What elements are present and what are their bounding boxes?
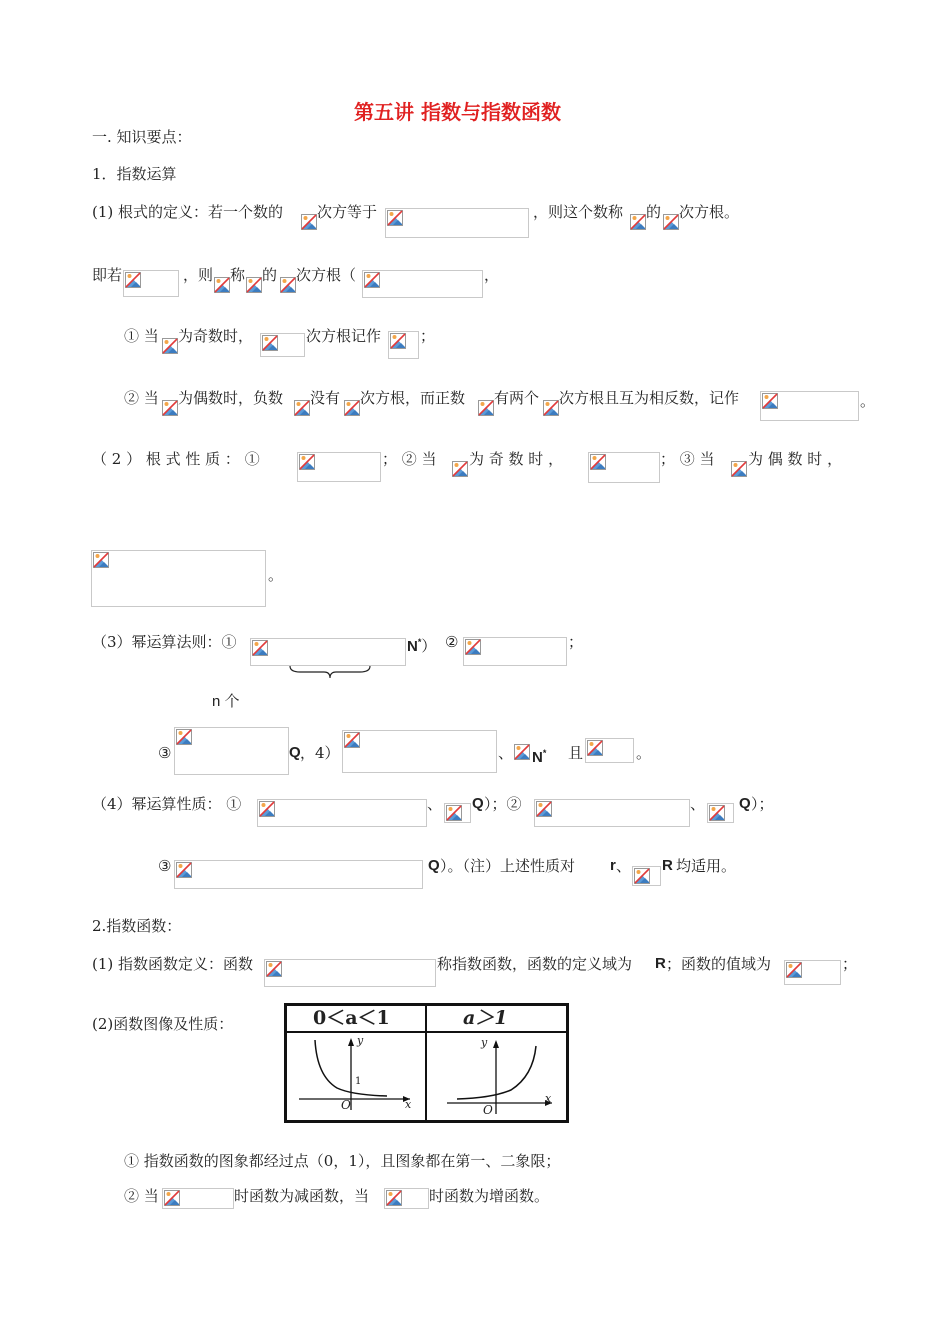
formula-image (707, 803, 734, 823)
text: （4）幂运算性质： ① (92, 795, 242, 813)
text: ② 当 (124, 1187, 159, 1205)
text: R (662, 857, 673, 874)
section-heading-knowledge: 一. 知识要点： (92, 128, 192, 146)
text: 称指数函数，函数的定义域为 (437, 955, 633, 973)
broken-image-icon (301, 214, 317, 230)
formula-image (91, 550, 266, 607)
formula-image (264, 959, 436, 987)
text: 且 (568, 744, 584, 762)
broken-image-icon (344, 400, 360, 416)
formula-image (588, 452, 660, 483)
text: 称 (230, 266, 246, 284)
text: 的 (262, 266, 278, 284)
text: ； (568, 633, 584, 651)
text: ）；② (484, 795, 522, 813)
text: 。 (860, 392, 876, 410)
formula-image (585, 738, 634, 763)
text: 时函数为增函数。 (429, 1187, 550, 1205)
text: (1) 指数函数定义：函数 (92, 955, 254, 973)
exponential-graph-table (284, 1003, 569, 1123)
text: 的 (646, 203, 662, 221)
text: ② 当 (124, 389, 159, 407)
text: ① 指数函数的图象都经过点（0，1），且图象都在第一、二象限； (124, 1152, 561, 1170)
text: 、 (427, 795, 443, 813)
subsection-exponent-ops: 1．指数运算 (92, 165, 177, 183)
text: 为偶数时，负数 (178, 389, 284, 407)
formula-image (342, 730, 497, 773)
text: ）； (751, 795, 774, 813)
text: ；函数的值域为 (666, 955, 772, 973)
formula-image (297, 452, 381, 482)
broken-image-icon (731, 461, 747, 477)
broken-image-icon (214, 277, 230, 293)
formula-image (257, 799, 427, 827)
formula-image (463, 637, 567, 666)
text: 即若 (92, 266, 123, 284)
page-title: 第五讲 指数与指数函数 (354, 100, 561, 124)
broken-image-icon (630, 214, 646, 230)
axis-label-y: y (481, 1036, 488, 1049)
text: Q (428, 857, 440, 874)
text: N* (532, 748, 547, 766)
text: 、 (616, 857, 632, 875)
text: 次方根且互为相反数，记作 (559, 389, 740, 407)
text: ； ② 当 (382, 450, 437, 468)
broken-image-icon (543, 400, 559, 416)
text: ③ (158, 744, 172, 762)
formula-image (384, 1188, 429, 1209)
broken-image-icon (452, 461, 468, 477)
formula-image (362, 270, 483, 298)
broken-image-icon (478, 400, 494, 416)
text: 时函数为减函数，当 (234, 1187, 370, 1205)
text: ， (484, 266, 500, 284)
text: ； (842, 955, 858, 973)
graph-header-increasing: a＞1 (463, 1007, 508, 1029)
text: 次方等于 (317, 203, 378, 221)
text: Q (289, 744, 301, 761)
broken-image-icon (663, 214, 679, 230)
formula-image (784, 960, 841, 985)
intercept-label: 1 (355, 1076, 362, 1087)
broken-image-icon (280, 277, 296, 293)
text: Q (739, 795, 751, 812)
axis-label-x: x (405, 1098, 412, 1111)
text: 、 (690, 795, 706, 813)
text: 有两个 (494, 389, 540, 407)
text: Q (472, 795, 484, 812)
text: 次方根。 (679, 203, 740, 221)
text: （ 2 ） 根 式 性 质 ： ① (92, 450, 260, 468)
formula-image (162, 1188, 234, 1209)
text: ； (420, 327, 436, 345)
text: ② (445, 633, 459, 651)
formula-image (174, 860, 423, 889)
origin-label: O (341, 1098, 351, 1112)
underbrace (288, 664, 372, 680)
text: 次方根，而正数 (360, 389, 466, 407)
formula-image (388, 331, 419, 359)
formula-image (385, 208, 529, 238)
text: ，则这个数称 (533, 203, 624, 221)
broken-image-icon (246, 277, 262, 293)
formula-image (123, 270, 179, 297)
broken-image-icon (162, 338, 178, 354)
text: 为 偶 数 时 ， (748, 450, 843, 468)
text: 、 (498, 744, 514, 762)
formula-image (760, 391, 859, 421)
text: 。 (268, 566, 284, 584)
text: ）。（注）上述性质对 (440, 857, 576, 875)
formula-image (260, 333, 305, 357)
text: (1) 根式的定义：若一个数的 (92, 203, 284, 221)
text: ； ③ 当 (660, 450, 715, 468)
text: 均适用。 (676, 857, 737, 875)
formula-image (444, 803, 471, 823)
text: 没有 (310, 389, 341, 407)
text: （3）幂运算法则：① (92, 633, 237, 651)
text: 为 奇 数 时 ， (469, 450, 564, 468)
formula-image (174, 727, 289, 775)
text: 。 (636, 744, 652, 762)
text: ③ (158, 857, 172, 875)
text: n 个 (212, 693, 240, 710)
subsection-exponential-function: 2.指数函数： (92, 917, 182, 935)
graph-header-decreasing: 0＜a＜1 (313, 1007, 390, 1029)
text: R (655, 955, 666, 972)
formula-image (250, 638, 406, 666)
broken-image-icon (514, 744, 530, 760)
broken-image-icon (294, 400, 310, 416)
text: ① 当 (124, 327, 159, 345)
formula-image (632, 866, 661, 886)
text: r (610, 857, 616, 874)
formula-image (534, 799, 690, 827)
text: 次方根记作 (306, 327, 382, 345)
text: ，则 (183, 266, 214, 284)
origin-label: O (483, 1103, 493, 1117)
text: N*） (407, 637, 437, 655)
axis-label-x: x (545, 1092, 552, 1105)
text: 次方根（ (296, 266, 357, 284)
text: ，4） (300, 744, 340, 762)
text: 为奇数时， (178, 327, 254, 345)
broken-image-icon (162, 400, 178, 416)
text: (2)函数图像及性质： (92, 1015, 234, 1033)
axis-label-y: y (357, 1034, 364, 1047)
